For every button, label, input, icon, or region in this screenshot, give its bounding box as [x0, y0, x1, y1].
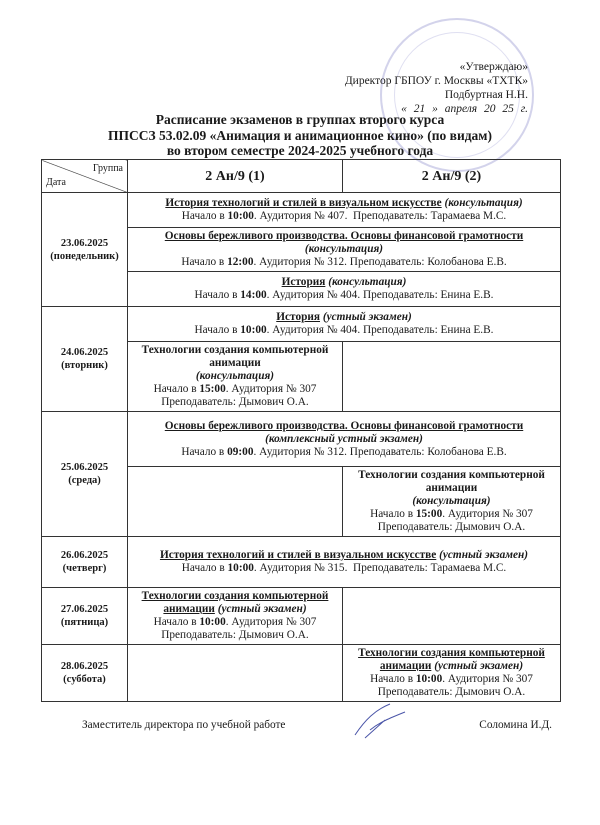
- date-cell: 26.06.2025 (четверг): [42, 537, 128, 588]
- exam-schedule-table: [41, 159, 561, 702]
- header-corner-cell: [42, 160, 128, 193]
- empty-cell: [128, 467, 343, 537]
- approval-signer: Подбуртная Н.Н.: [444, 89, 528, 101]
- approval-heading: «Утверждаю»: [459, 61, 528, 73]
- table-row: [42, 645, 561, 702]
- table-row: [42, 412, 561, 467]
- approval-position: Директор ГБПОУ г. Москвы «ТХТК»: [344, 75, 528, 87]
- date-cell: 28.06.2025 (суббота): [42, 645, 128, 702]
- date-cell: 25.06.2025 (среда): [42, 412, 128, 537]
- exam-entry: Технологии создания компьютерной анимации (консультация) Начало в 15:00. Аудитория № 307 Преподаватель: Дымович О.А.: [343, 467, 561, 537]
- exam-entry: Основы бережливого производства. Основы финансовой грамотности (комплексный устный экзамен) Начало в 09:00. Аудитория № 312. Преподаватель: Колобанова Е.В.: [128, 412, 561, 467]
- document-title: [0, 112, 600, 159]
- table-row: [42, 193, 561, 228]
- approval-date: « 21 » апреля 20 25 г.: [401, 103, 528, 115]
- corner-group-label: Группа: [92, 163, 123, 174]
- exam-entry: История технологий и стилей в визуальном искусстве (устный экзамен) Начало в 10:00. Аудитория № 315. Преподаватель: Тарамаева М.С.: [128, 537, 561, 588]
- exam-entry: Технологии создания компьютерной анимации (консультация) Начало в 15:00. Аудитория № 307 Преподаватель: Дымович О.А.: [128, 342, 343, 412]
- table-row: [42, 588, 561, 645]
- title-line-2: ППССЗ 53.02.09 «Анимация и анимационное кино» (по видам): [107, 127, 492, 143]
- exam-entry: Технологии создания компьютерной анимации (устный экзамен) Начало в 10:00. Аудитория № 307 Преподаватель: Дымович О.А.: [128, 588, 343, 645]
- approval-block: [268, 60, 528, 116]
- exam-entry: История технологий и стилей в визуальном искусстве (консультация) Начало в 10:00. Аудитория № 407. Преподаватель: Тарамаева М.С.: [128, 193, 561, 228]
- date-cell: 24.06.2025 (вторник): [42, 307, 128, 412]
- exam-entry: Технологии создания компьютерной анимации (устный экзамен) Начало в 10:00. Аудитория № 307 Преподаватель: Дымович О.А.: [343, 645, 561, 702]
- date-cell: 23.06.2025 (понедельник): [42, 193, 128, 307]
- title-line-1: Расписание экзаменов в группах второго курса: [155, 112, 445, 127]
- table-row: [42, 537, 561, 588]
- group-2-header: 2 Ан/9 (2): [343, 160, 561, 193]
- empty-cell: [128, 645, 343, 702]
- title-line-3: во втором семестре 2024-2025 учебного года: [166, 143, 434, 158]
- empty-cell: [343, 588, 561, 645]
- exam-entry: Основы бережливого производства. Основы финансовой грамотности (консультация) Начало в 12:00. Аудитория № 312. Преподаватель: Колобанова Е.В.: [128, 228, 561, 272]
- exam-entry: История (устный экзамен) Начало в 10:00. Аудитория № 404. Преподаватель: Енина Е.В.: [128, 307, 561, 342]
- table-row: [42, 307, 561, 342]
- handwritten-signature: [350, 700, 410, 740]
- exam-entry: История (консультация) Начало в 14:00. Аудитория № 404. Преподаватель: Енина Е.В.: [128, 272, 561, 307]
- group-1-header: 2 Ан/9 (1): [128, 160, 343, 193]
- table-header-row: [42, 160, 561, 193]
- signer-name: Соломина И.Д.: [479, 719, 552, 731]
- empty-cell: [343, 342, 561, 412]
- date-cell: 27.06.2025 (пятница): [42, 588, 128, 645]
- corner-date-label: Дата: [46, 177, 66, 188]
- signer-position: Заместитель директора по учебной работе: [82, 719, 286, 731]
